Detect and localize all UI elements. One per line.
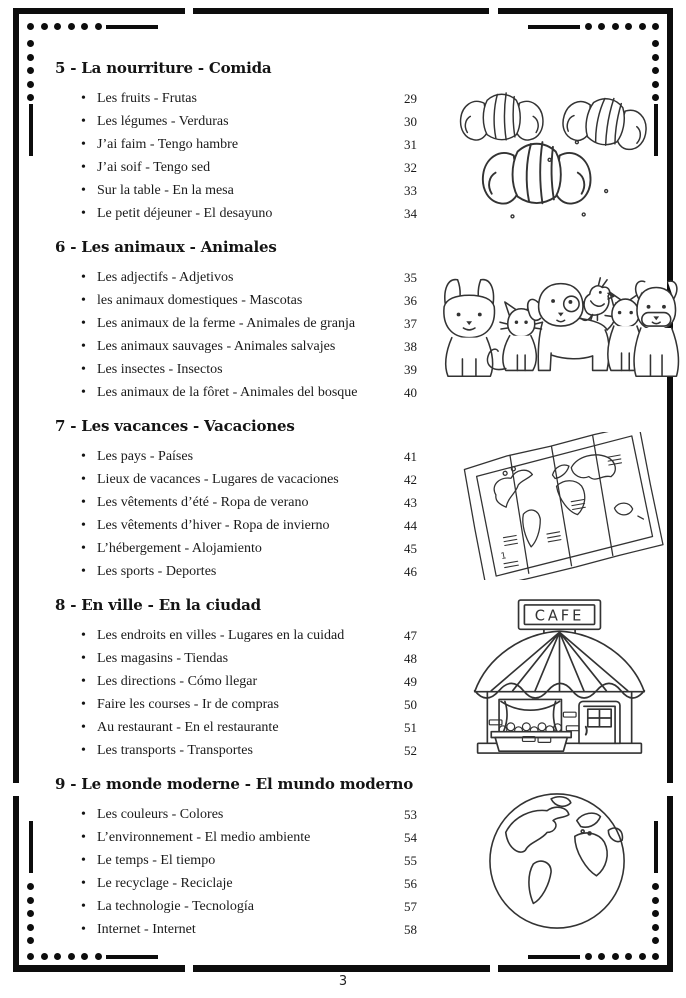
toc-entry-label: J’ai faim - Tengo hambre: [97, 136, 239, 152]
decoration-dot: [625, 23, 632, 30]
toc-section-heading: 5 - La nourriture - Comida: [55, 59, 272, 77]
toc-entry-page-number: 47: [404, 627, 417, 643]
decoration-dot: [598, 23, 605, 30]
toc-entry-page-number: 46: [404, 563, 417, 579]
bullet-icon: •: [81, 898, 86, 914]
decoration-dot: [652, 883, 659, 890]
dog: [634, 281, 678, 376]
toc-entry: [55, 537, 417, 560]
toc-entry-page-number: 49: [404, 673, 417, 689]
toc-entry-label: Les animaux de la fôret - Animales del bosque: [97, 384, 358, 400]
toc: [55, 58, 417, 953]
toc-entry-page-number: 45: [404, 540, 417, 556]
page-number: 3: [338, 974, 348, 989]
toc-entry-label: Les fruits - Frutas: [97, 90, 197, 106]
toc-entry-page-number: 36: [404, 292, 417, 308]
frame-top-segment: [13, 8, 185, 14]
toc-entry-page-number: 34: [404, 205, 417, 221]
toc-entry: [55, 381, 417, 404]
bullet-icon: •: [81, 113, 86, 129]
decoration-dot: [27, 883, 34, 890]
bullet-icon: •: [81, 673, 86, 689]
bullet-icon: •: [81, 540, 86, 556]
toc-item-list: [55, 445, 417, 583]
bullet-icon: •: [81, 875, 86, 891]
toc-entry-page-number: 31: [404, 136, 417, 152]
decoration-dot: [652, 924, 659, 931]
decoration-dot: [27, 67, 34, 74]
decoration-dot: [612, 953, 619, 960]
toc-entry-page-number: 57: [404, 898, 417, 914]
bullet-icon: •: [81, 494, 86, 510]
decoration-dot: [27, 924, 34, 931]
bullet-icon: •: [81, 136, 86, 152]
toc-entry-label: La technologie - Tecnología: [97, 898, 254, 914]
decoration-dot: [41, 23, 48, 30]
decoration-dot: [585, 953, 592, 960]
decoration-dot: [639, 953, 646, 960]
shop-window: [491, 699, 571, 751]
decoration-dot: [68, 953, 75, 960]
frame-bottom-segment: [13, 965, 185, 972]
pets-illustration: [430, 274, 680, 382]
toc-entry: [55, 87, 417, 110]
decoration-dot: [27, 897, 34, 904]
toc-entry-label: J’ai soif - Tengo sed: [97, 159, 211, 175]
toc-item-list: [55, 266, 417, 404]
decoration-dot: [41, 953, 48, 960]
toc-entry: [55, 358, 417, 381]
bullet-icon: •: [81, 742, 86, 758]
toc-entry-page-number: 35: [404, 269, 417, 285]
bird: [584, 278, 614, 320]
toc-section: [55, 416, 417, 583]
toc-item-list: [55, 87, 417, 225]
decoration-dot: [652, 23, 659, 30]
toc-entry-page-number: 51: [404, 719, 417, 735]
toc-entry-label: Les animaux de la ferme - Animales de granja: [97, 315, 356, 331]
toc-section: [55, 774, 417, 941]
toc-section: [55, 237, 417, 404]
toc-entry-page-number: 29: [404, 90, 417, 106]
decoration-dot: [652, 67, 659, 74]
toc-entry-page-number: 30: [404, 113, 417, 129]
toc-entry: [55, 179, 417, 202]
toc-entry: [55, 133, 417, 156]
decoration-dot: [652, 937, 659, 944]
toc-entry-page-number: 53: [404, 806, 417, 822]
toc-entry-page-number: 39: [404, 361, 417, 377]
bullet-icon: •: [81, 921, 86, 937]
toc-entry-label: L’environnement - El medio ambiente: [97, 829, 311, 845]
decoration-dot: [27, 81, 34, 88]
toc-entry: [55, 895, 417, 918]
toc-entry: [55, 826, 417, 849]
frame-top-segment: [193, 8, 489, 14]
decoration-dot: [625, 953, 632, 960]
toc-entry: [55, 918, 417, 941]
toc-entry: [55, 670, 417, 693]
decoration-dot: [27, 40, 34, 47]
bullet-icon: •: [81, 806, 86, 822]
toc-entry-page-number: 33: [404, 182, 417, 198]
cafe-icon: [462, 597, 657, 761]
map-scale-text: 1: [500, 551, 508, 563]
decoration-dot: [652, 54, 659, 61]
bullet-icon: •: [81, 517, 86, 533]
bullet-icon: •: [81, 852, 86, 868]
decoration-line: [29, 104, 33, 156]
toc-entry-label: Les transports - Transportes: [97, 742, 253, 758]
toc-entry: [55, 514, 417, 537]
toc-entry-label: Faire les courses - Ir de compras: [97, 696, 279, 712]
toc-entry-page-number: 32: [404, 159, 417, 175]
toc-entry: [55, 266, 417, 289]
toc-entry-label: Les adjectifs - Adjetivos: [97, 269, 234, 285]
toc-entry-label: les animaux domestiques - Mascotas: [97, 292, 303, 308]
bullet-icon: •: [81, 627, 86, 643]
decoration-dot: [652, 953, 659, 960]
toc-entry-page-number: 43: [404, 494, 417, 510]
toc-entry-page-number: 58: [404, 921, 417, 937]
toc-entry-label: Le petit déjeuner - El desayuno: [97, 205, 273, 221]
bullet-icon: •: [81, 292, 86, 308]
frame-bottom-segment: [193, 965, 490, 972]
toc-entry-page-number: 50: [404, 696, 417, 712]
decoration-dot: [27, 94, 34, 101]
decoration-line: [654, 104, 658, 156]
toc-entry: [55, 445, 417, 468]
frame-right-segment: [667, 796, 673, 972]
toc-entry-label: Les couleurs - Colores: [97, 806, 224, 822]
globe-icon: [476, 787, 642, 935]
toc-section-heading: 8 - En ville - En la ciudad: [55, 596, 261, 614]
toc-entry-label: Sur la table - En la mesa: [97, 182, 234, 198]
bullet-icon: •: [81, 696, 86, 712]
toc-entry-label: L’hébergement - Alojamiento: [97, 540, 262, 556]
toc-entry-page-number: 48: [404, 650, 417, 666]
toc-entry-label: Les directions - Cómo llegar: [97, 673, 258, 689]
decoration-dot: [652, 81, 659, 88]
toc-entry-label: Les légumes - Verduras: [97, 113, 229, 129]
bullet-icon: •: [81, 719, 86, 735]
toc-entry-label: Les sports - Deportes: [97, 563, 217, 579]
bullet-icon: •: [81, 269, 86, 285]
globe-illustration: [476, 787, 642, 935]
toc-entry-label: Au restaurant - En el restaurante: [97, 719, 279, 735]
world-map-icon: [458, 432, 670, 580]
decoration-dot: [652, 897, 659, 904]
bullet-icon: •: [81, 182, 86, 198]
toc-entry: [55, 468, 417, 491]
bullet-icon: •: [81, 448, 86, 464]
toc-entry-label: Le recyclage - Reciclaje: [97, 875, 233, 891]
toc-section-heading: 9 - Le monde moderne - El mundo moderno: [55, 775, 414, 793]
toc-entry: [55, 202, 417, 225]
cafe-illustration: [462, 597, 657, 761]
toc-entry-page-number: 44: [404, 517, 417, 533]
toc-entry: [55, 803, 417, 826]
croissants-illustration: [452, 80, 652, 226]
toc-entry-page-number: 54: [404, 829, 417, 845]
decoration-dot: [652, 40, 659, 47]
frame-left-segment: [13, 796, 19, 972]
decoration-dot: [81, 23, 88, 30]
toc-entry: [55, 647, 417, 670]
toc-entry-label: Le temps - El tiempo: [97, 852, 216, 868]
decoration-line: [106, 25, 158, 29]
toc-entry: [55, 560, 417, 583]
decoration-line: [528, 955, 580, 959]
bullet-icon: •: [81, 471, 86, 487]
decoration-dot: [585, 23, 592, 30]
decoration-dot: [81, 953, 88, 960]
decoration-dot: [612, 23, 619, 30]
toc-entry-page-number: 41: [404, 448, 417, 464]
toc-entry-page-number: 42: [404, 471, 417, 487]
toc-entry-label: Les animaux sauvages - Animales salvajes: [97, 338, 336, 354]
toc-entry: [55, 716, 417, 739]
decoration-dot: [27, 910, 34, 917]
bullet-icon: •: [81, 205, 86, 221]
decoration-dot: [95, 23, 102, 30]
decoration-dot: [652, 94, 659, 101]
frame-top-segment: [498, 8, 673, 14]
toc-entry-label: Les endroits en villes - Lugares en la cuidad: [97, 627, 345, 643]
decoration-line: [654, 821, 658, 873]
toc-entry: [55, 849, 417, 872]
toc-entry: [55, 491, 417, 514]
toc-entry-label: Internet - Internet: [97, 921, 196, 937]
croissants-icon: [452, 80, 652, 226]
decoration-dot: [95, 953, 102, 960]
pets-icon: [430, 274, 680, 382]
toc-entry: [55, 624, 417, 647]
toc-entry-label: Les vêtements d’hiver - Ropa de invierno: [97, 517, 330, 533]
toc-entry-label: Les magasins - Tiendas: [97, 650, 229, 666]
toc-entry-page-number: 52: [404, 742, 417, 758]
world-map-illustration: [458, 432, 670, 580]
decoration-dot: [27, 953, 34, 960]
cafe-sign-text: CAFE: [534, 607, 585, 625]
toc-item-list: [55, 624, 417, 762]
decoration-dot: [54, 23, 61, 30]
decoration-line: [528, 25, 580, 29]
bullet-icon: •: [81, 159, 86, 175]
bullet-icon: •: [81, 829, 86, 845]
toc-item-list: [55, 803, 417, 941]
decoration-dot: [27, 23, 34, 30]
bullet-icon: •: [81, 90, 86, 106]
toc-entry: [55, 872, 417, 895]
toc-entry-page-number: 40: [404, 384, 417, 400]
frame-bottom-segment: [498, 965, 673, 972]
decoration-dot: [598, 953, 605, 960]
decoration-dot: [652, 910, 659, 917]
toc-section: [55, 58, 417, 225]
toc-entry-page-number: 56: [404, 875, 417, 891]
bullet-icon: •: [81, 315, 86, 331]
toc-section-heading: 7 - Les vacances - Vacaciones: [55, 417, 295, 435]
frame-left-segment: [13, 9, 19, 783]
toc-entry-label: Les pays - Países: [97, 448, 194, 464]
toc-entry: [55, 156, 417, 179]
toc-entry-label: Les vêtements d’été - Ropa de verano: [97, 494, 309, 510]
decoration-dot: [54, 953, 61, 960]
toc-entry: [55, 312, 417, 335]
bullet-icon: •: [81, 563, 86, 579]
toc-entry: [55, 289, 417, 312]
decoration-dot: [27, 937, 34, 944]
bullet-icon: •: [81, 338, 86, 354]
toc-entry-page-number: 38: [404, 338, 417, 354]
bullet-icon: •: [81, 384, 86, 400]
toc-entry: [55, 693, 417, 716]
toc-entry: [55, 110, 417, 133]
decoration-line: [106, 955, 158, 959]
bullet-icon: •: [81, 361, 86, 377]
toc-entry-label: Lieux de vacances - Lugares de vacaciones: [97, 471, 339, 487]
toc-section-heading: 6 - Les animaux - Animales: [55, 238, 277, 256]
decoration-dot: [68, 23, 75, 30]
bullet-icon: •: [81, 650, 86, 666]
toc-entry: [55, 739, 417, 762]
toc-entry-page-number: 37: [404, 315, 417, 331]
toc-section: [55, 595, 417, 762]
toc-entry: [55, 335, 417, 358]
toc-entry-label: Les insectes - Insectos: [97, 361, 223, 377]
door: [579, 701, 620, 743]
toc-entry-page-number: 55: [404, 852, 417, 868]
decoration-dot: [639, 23, 646, 30]
decoration-dot: [27, 54, 34, 61]
frame-right-segment: [667, 9, 673, 783]
decoration-line: [29, 821, 33, 873]
